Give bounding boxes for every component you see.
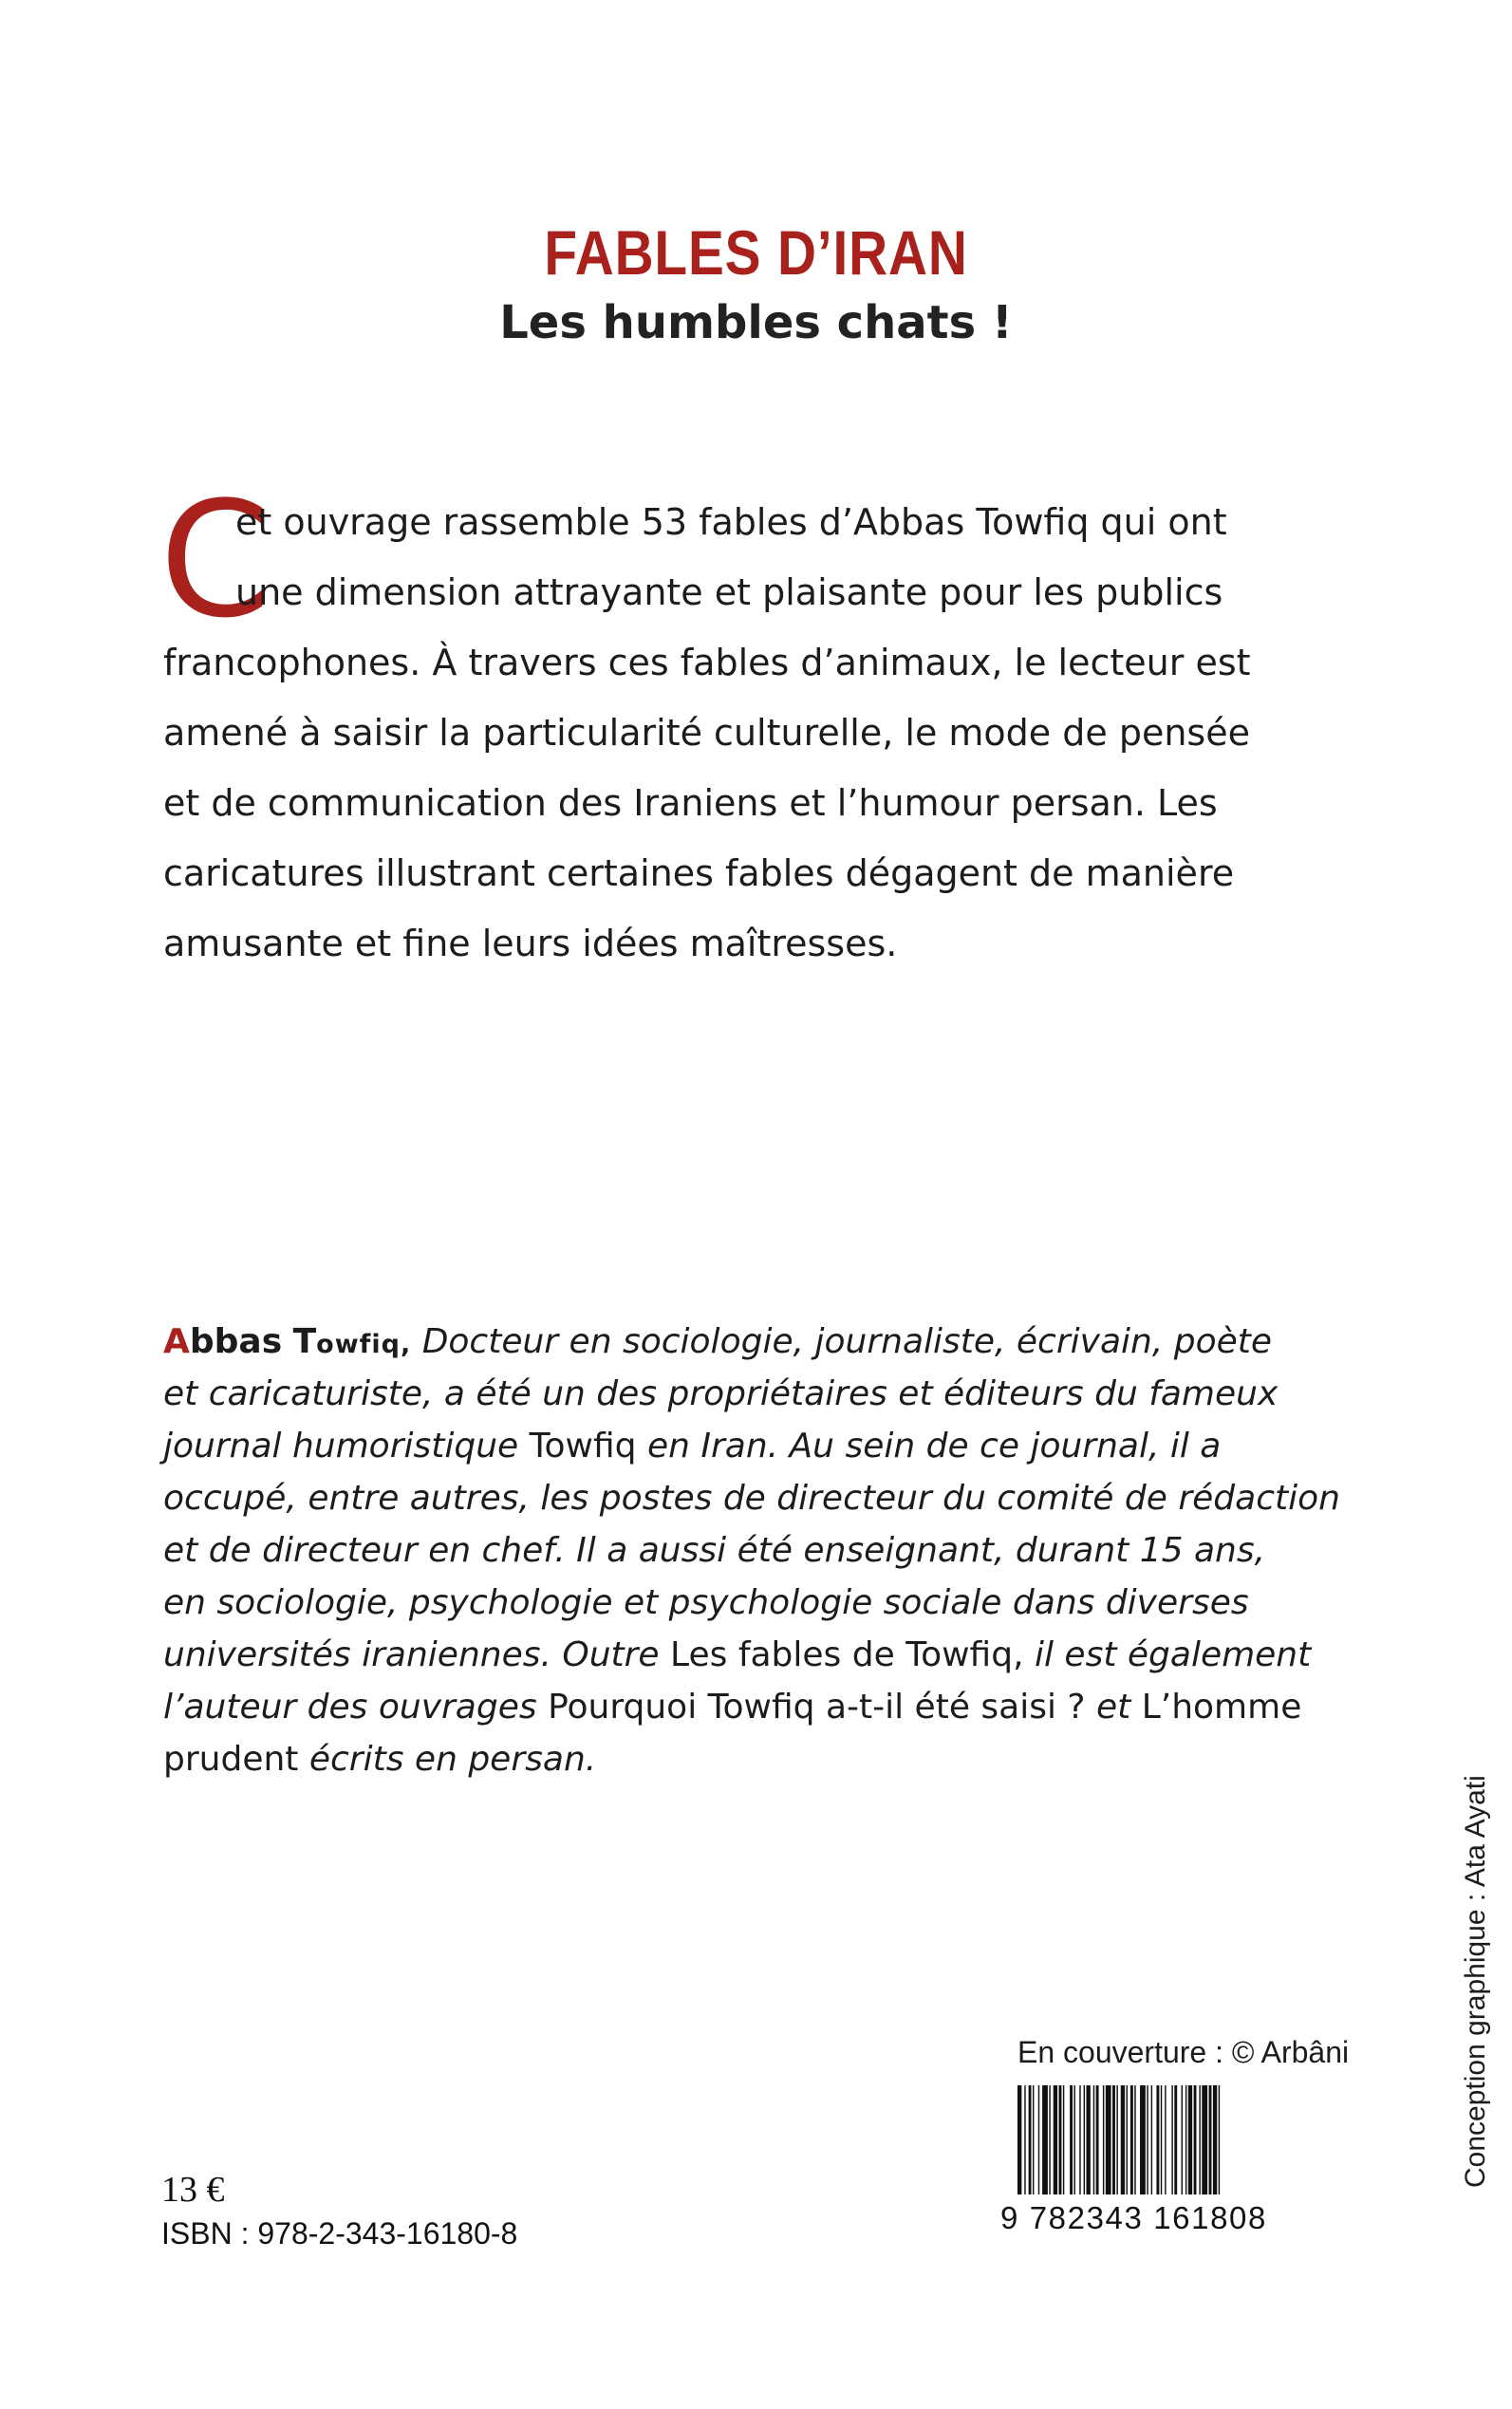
author-last-initial: T <box>292 1322 317 1361</box>
barcode-bar <box>1174 2085 1177 2194</box>
bio-line <box>163 1423 1221 1470</box>
barcode-bar <box>1121 2085 1125 2194</box>
bio-line <box>163 1318 1272 1366</box>
barcode-bar <box>1165 2085 1166 2194</box>
barcode-bar <box>1171 2085 1172 2194</box>
summary-line: amusante et fine leurs idées maîtresses. <box>163 923 898 964</box>
barcode-bar <box>1103 2085 1104 2194</box>
bio-line: et caricaturiste, a été un des propriétaires et éditeurs du fameux <box>163 1374 1279 1413</box>
barcode-bar <box>1038 2085 1039 2194</box>
barcode-bar <box>1106 2085 1111 2194</box>
barcode-bar <box>1112 2085 1115 2194</box>
barcode-bar <box>1059 2085 1062 2194</box>
barcode-bar <box>1070 2085 1073 2194</box>
cover-credit: En couverture : © Arbâni <box>1017 2035 1350 2069</box>
barcode-digits: 9 782343 161808 <box>1000 2200 1267 2235</box>
barcode-bar <box>1116 2085 1117 2194</box>
barcode-bar <box>1156 2085 1159 2194</box>
bio-text: l’auteur des ouvrages <box>163 1688 537 1727</box>
barcode-bar <box>1017 2085 1021 2194</box>
bio-text: universités iraniennes. Outre <box>163 1635 660 1674</box>
barcode-bar <box>1134 2085 1135 2194</box>
author-name <box>163 1322 411 1361</box>
summary-line: francophones. À travers ces fables d’animaux, le lecteur est <box>163 642 1251 683</box>
bio-line <box>163 1684 1301 1731</box>
summary-line: une dimension attrayante et plaisante pour les publics <box>235 571 1223 613</box>
bio-text: écrits en persan. <box>308 1740 597 1779</box>
barcode-bar <box>1084 2085 1085 2194</box>
barcode-bar <box>1219 2085 1220 2194</box>
barcode-bar <box>1079 2085 1080 2194</box>
barcode-bar <box>1199 2085 1200 2194</box>
bio-text: Docteur en sociologie, journaliste, écrivain, poète <box>421 1322 1273 1361</box>
page-subtitle: Les humbles chats ! <box>499 296 1013 349</box>
price: 13 € <box>161 2170 225 2210</box>
bio-line: occupé, entre autres, les postes de directeur du comité de rédaction <box>163 1479 1340 1518</box>
barcode-bar <box>1130 2085 1133 2194</box>
summary-line: et de communication des Iraniens et l’humour persan. Les <box>163 782 1218 824</box>
barcode-bar <box>1093 2085 1094 2194</box>
barcode-bar <box>1182 2085 1183 2194</box>
barcode-bar <box>1096 2085 1099 2194</box>
bio-text: en Iran. Au sein de ce journal, il a <box>646 1427 1222 1466</box>
barcode-bar <box>1024 2085 1025 2194</box>
barcode-bar <box>1042 2085 1048 2194</box>
barcode-bar <box>1087 2085 1091 2194</box>
barcode-bar <box>1147 2085 1148 2194</box>
isbn: ISBN : 978-2-343-16180-8 <box>161 2216 518 2250</box>
author-initial: A <box>163 1322 190 1361</box>
barcode-bar <box>1140 2085 1146 2194</box>
bio-line: et de directeur en chef. Il a aussi été enseignant, durant 15 ans, <box>163 1531 1266 1570</box>
barcode-bar <box>1209 2085 1212 2194</box>
barcode-bar <box>1188 2085 1192 2194</box>
book-title: prudent <box>163 1740 299 1779</box>
summary-line: caricatures illustrant certaines fables dégagent de manière <box>163 852 1235 894</box>
barcode-bar <box>1054 2085 1057 2194</box>
journal-title: Towfiq <box>529 1427 637 1466</box>
barcode-bar <box>1213 2085 1217 2194</box>
page-title: FABLES D’IRAN <box>544 217 968 288</box>
barcode-bar <box>1185 2085 1186 2194</box>
barcode-icon <box>1016 2085 1317 2194</box>
bio-line <box>163 1736 596 1783</box>
bio-line <box>163 1632 1311 1679</box>
barcode-bar <box>1202 2085 1207 2194</box>
book-title: Les fables de Towfiq, <box>670 1635 1024 1674</box>
summary-line: amené à saisir la particularité culturelle, le mode de pensée <box>163 712 1250 754</box>
barcode-bar <box>1063 2085 1064 2194</box>
bio-text: et <box>1096 1688 1131 1727</box>
design-credit: Conception graphique : Ata Ayati <box>1460 1775 1491 2188</box>
bio-text: journal humoristique <box>163 1427 519 1466</box>
author-last-name: owfiq, <box>316 1330 412 1359</box>
bio-text: il est également <box>1034 1635 1312 1674</box>
bio-line: en sociologie, psychologie et psychologie sociale dans diverses <box>163 1583 1249 1622</box>
summary-line: et ouvrage rassemble 53 fables d’Abbas Towfiq qui ont <box>235 501 1227 543</box>
author-first-name: bbas <box>189 1322 283 1361</box>
barcode-bar <box>1161 2085 1162 2194</box>
barcode-bar <box>1151 2085 1152 2194</box>
book-title: L’homme <box>1141 1688 1302 1727</box>
summary-dropcap: C <box>159 467 271 653</box>
book-title: Pourquoi Towfiq a-t-il été saisi ? <box>548 1688 1086 1727</box>
barcode-bar <box>1194 2085 1197 2194</box>
barcode-bar <box>1029 2085 1032 2194</box>
barcode-bar <box>1127 2085 1128 2194</box>
barcode-bar <box>1073 2085 1074 2194</box>
barcode-bar <box>1049 2085 1050 2194</box>
barcode-bar <box>1033 2085 1034 2194</box>
